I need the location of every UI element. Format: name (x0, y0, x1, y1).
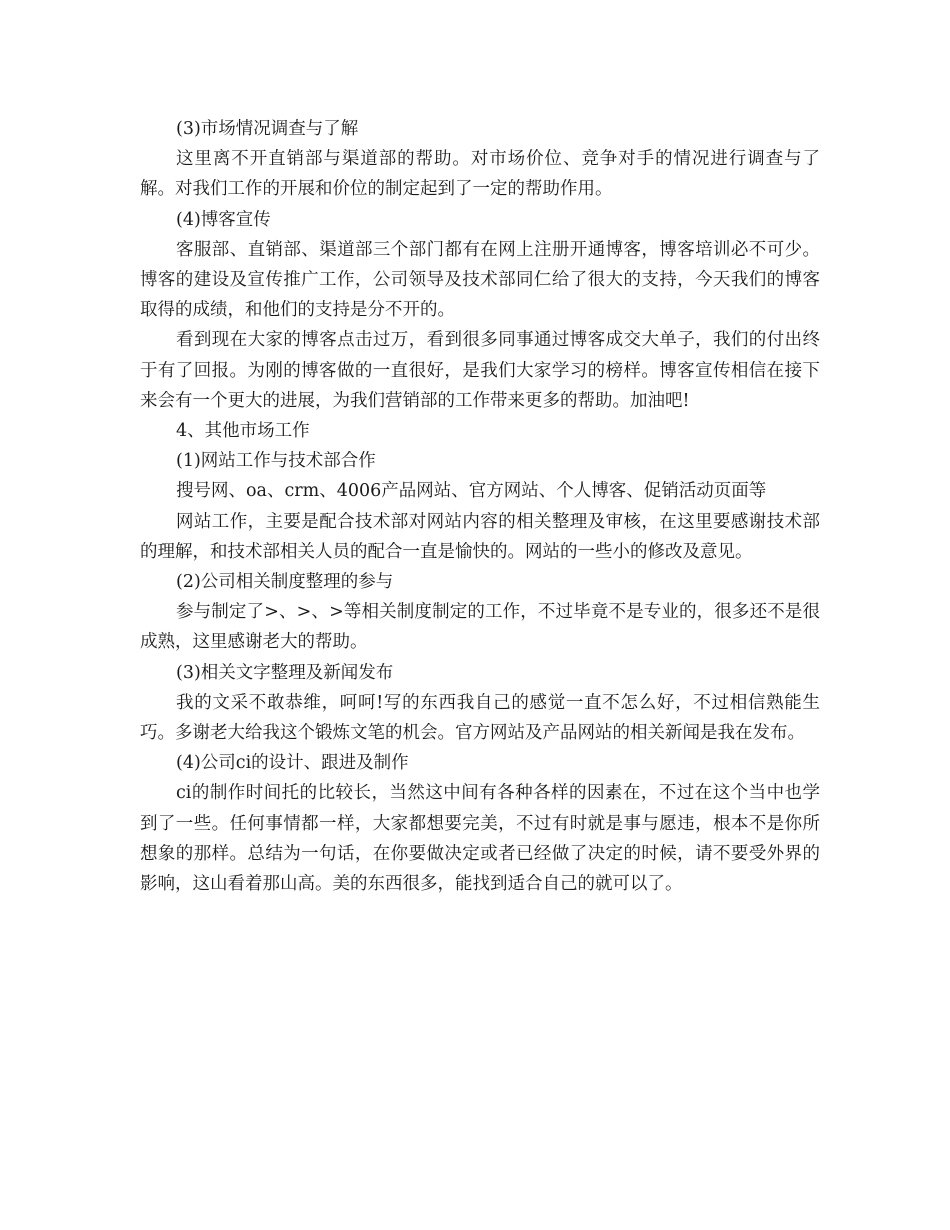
paragraph: 搜号网、oa、crm、4006产品网站、官方网站、个人博客、促销活动页面等 (176, 481, 767, 502)
section-heading: (4)公司ci的设计、跟进及制作 (176, 753, 409, 774)
paragraph: 看到现在大家的博客点击过万，看到很多同事通过博客成交大单子，我们的付出终于有了回报。为刚的博客做的一直很好，是我们大家学习的榜样。博客宣传相信在接下来会有一个更大的进展，为我们营销部的工作带来更多的帮助。加油吧! (140, 330, 820, 411)
section-heading: (2)公司相关制度整理的参与 (176, 572, 394, 593)
document-body (140, 114, 820, 899)
section-heading: (1)网站工作与技术部合作 (176, 451, 376, 472)
section-heading: (4)博客宣传 (176, 209, 271, 230)
section-heading: (3)市场情况调查与了解 (176, 119, 359, 139)
section-heading: (3)相关文字整理及新闻发布 (176, 662, 394, 683)
paragraph: 这里离不开直销部与渠道部的帮助。对市场价位、竞争对手的情况进行调查与了解。对我们工作的开展和价位的制定起到了一定的帮助作用。 (140, 149, 820, 200)
paragraph: 客服部、直销部、渠道部三个部门都有在网上注册开通博客，博客培训必不可少。博客的建设及宣传推广工作，公司领导及技术部同仁给了很大的支持，今天我们的博客取得的成绩，和他们的支持是分不开的。 (140, 239, 820, 321)
paragraph: 参与制定了>、>、>等相关制度制定的工作，不过毕竟不是专业的，很多还不是很成熟，这里感谢老大的帮助。 (140, 602, 820, 653)
paragraph: 网站工作，主要是配合技术部对网站内容的相关整理及审核，在这里要感谢技术部的理解，和技术部相关人员的配合一直是愉快的。网站的一些小的修改及意见。 (140, 511, 820, 562)
paragraph: 我的文采不敢恭维，呵呵!写的东西我自己的感觉一直不怎么好，不过相信熟能生巧。多谢老大给我这个锻炼文笔的机会。官方网站及产品网站的相关新闻是我在发布。 (140, 692, 820, 744)
section-heading: 4、其他市场工作 (176, 421, 310, 442)
paragraph: ci的制作时间托的比较长，当然这中间有各种各样的因素在，不过在这个当中也学到了一些。任何事情都一样，大家都想要完美，不过有时就是事与愿违，根本不是你所想象的那样。总结为一句话，在你要做决定或者已经做了决定的时候，请不要受外界的影响，这山看着那山高。美的东西很多，能找到适合自己的就可以了。 (140, 783, 820, 895)
